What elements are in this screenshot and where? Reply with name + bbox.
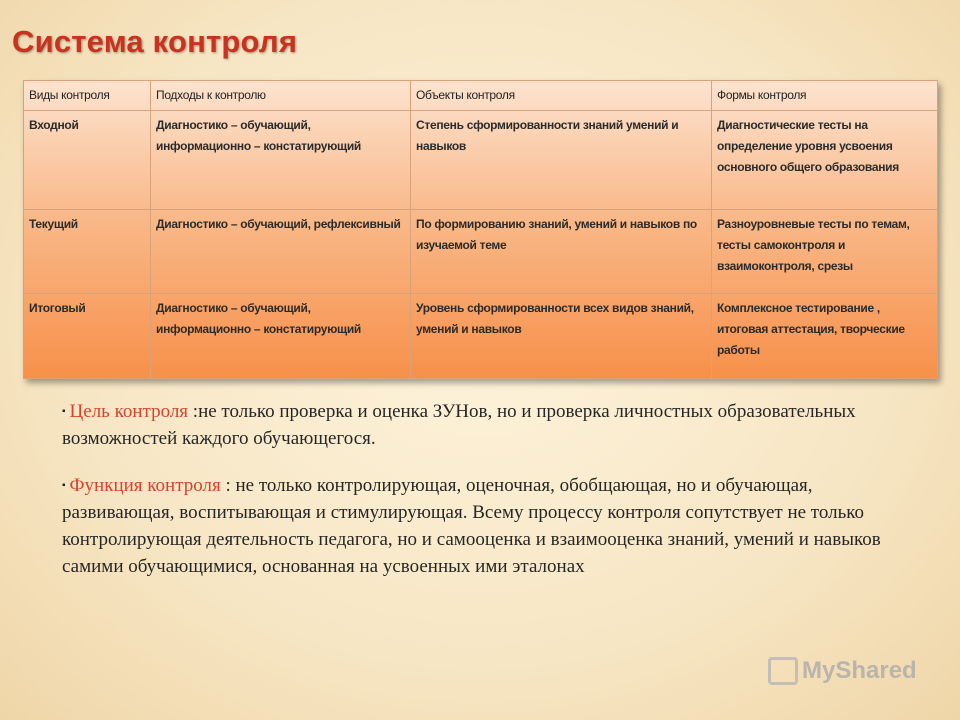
bullet-text: :не только проверка и оценка ЗУНов, но и проверка личностных образовательных возможностей каждого обучающегося. [62, 401, 856, 449]
header-cell: Подходы к контролю [151, 81, 411, 111]
table-cell: Комплексное тестирование , итоговая аттестация, творческие работы [712, 294, 938, 379]
table-cell: Текущий [24, 210, 151, 294]
table-cell: Уровень сформированности всех видов знаний, умений и навыков [411, 294, 712, 379]
header-cell: Виды контроля [24, 81, 151, 111]
header-cell: Объекты контроля [411, 81, 712, 111]
table-header-row [24, 81, 938, 111]
control-table [23, 80, 938, 379]
bullet-text: : не только контролирующая, оценочная, обобщающая, но и обучающая, развивающая, воспитывающая и стимулирующая. Всему процессу контроля сопутствует не только контролирующая деятельность педагога, но и самооценка и взаимооценка знаний, умений и навыков самими обучающимися, основанная на усвоенных ими эталонах [62, 475, 881, 577]
bullet-highlight: Функция контроля [69, 475, 221, 496]
header-cell: Формы контроля [712, 81, 938, 111]
table-cell: Диагностико – обучающий, рефлексивный [151, 210, 411, 294]
slide-title: Система контроля [12, 24, 298, 59]
table-cell: Диагностико – обучающий, информационно – констатирующий [151, 111, 411, 210]
bullet-goal [62, 398, 922, 452]
bullet-marker-icon: ▪ [62, 406, 66, 417]
bullet-function [62, 472, 922, 580]
table-cell: Степень сформированности знаний умений и навыков [411, 111, 712, 210]
table-cell: Диагностико – обучающий, информационно – констатирующий [151, 294, 411, 379]
table-cell: Диагностические тесты на определение уровня усвоения основного общего образования [712, 111, 938, 210]
table-cell: Итоговый [24, 294, 151, 379]
table-row [24, 111, 938, 210]
bullet-highlight: Цель контроля [69, 401, 189, 422]
table-cell: Разноуровневые тесты по темам, тесты самоконтроля и взаимоконтроля, срезы [712, 210, 938, 294]
bullet-list [62, 398, 922, 600]
table-row [24, 210, 938, 294]
table-row [24, 294, 938, 379]
bullet-marker-icon: ▪ [62, 480, 66, 491]
table-cell: По формированию знаний, умений и навыков по изучаемой теме [411, 210, 712, 294]
presentation-icon [768, 657, 798, 685]
myshared-logo [768, 657, 917, 685]
logo-text: MyShared [802, 657, 917, 684]
table-cell: Входной [24, 111, 151, 210]
